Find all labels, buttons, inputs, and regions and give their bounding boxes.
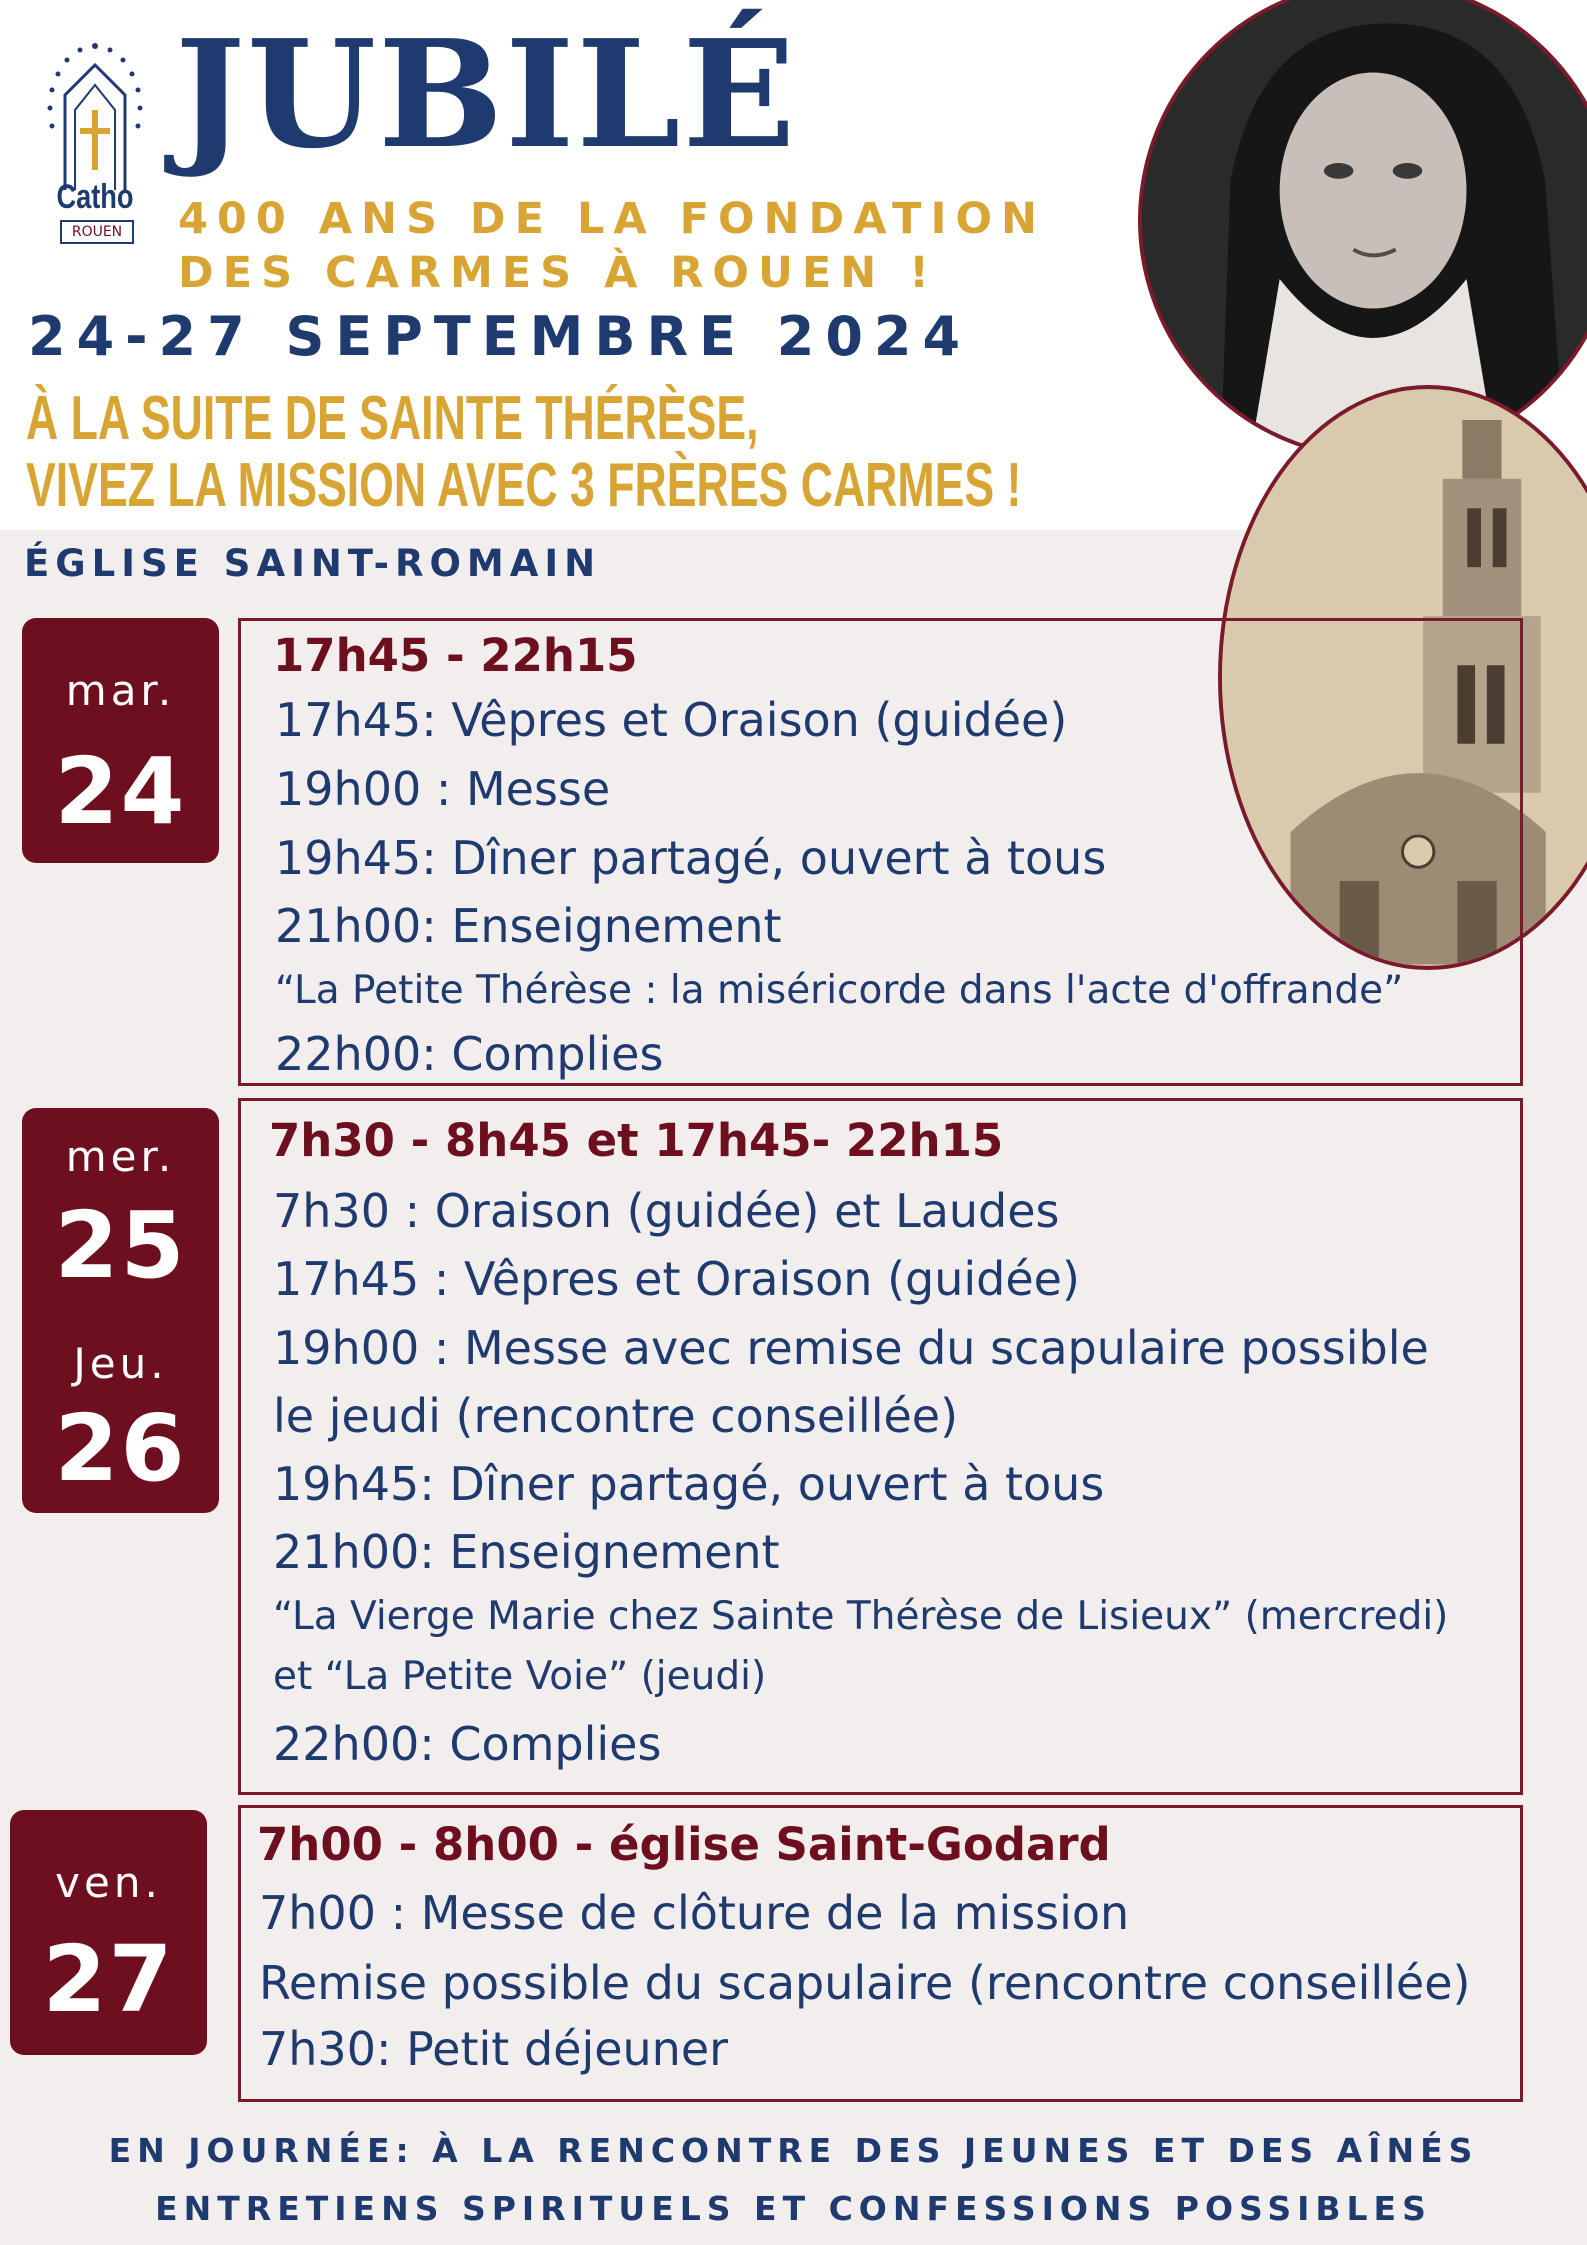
schedule-box-tuesday — [238, 618, 1523, 1086]
time-range: 7h00 - 8h00 - église Saint-Godard — [257, 1818, 1111, 1871]
logo-text: Catho — [56, 178, 134, 216]
subtitle-line-2: DES CARMES À ROUEN ! — [178, 248, 938, 298]
footer-line-2: ENTRETIENS SPIRITUELS ET CONFESSIONS POSSIBLES — [155, 2189, 1432, 2228]
schedule-item: le jeudi (rencontre conseillée) — [273, 1389, 959, 1443]
catho-rouen-logo — [40, 40, 150, 255]
schedule-item: 7h30 : Oraison (guidée) et Laudes — [273, 1184, 1060, 1238]
schedule-quote: “La Vierge Marie chez Sainte Thérèse de Lisieux” (mercredi) — [273, 1594, 1449, 1639]
day-badge-friday — [10, 1810, 207, 2055]
schedule-item: 19h00 : Messe avec remise du scapulaire possible — [273, 1321, 1429, 1375]
schedule-item: 17h45: Vêpres et Oraison (guidée) — [275, 693, 1068, 747]
day-badge-wednesday-thursday — [22, 1108, 219, 1513]
schedule-item: 21h00: Enseignement — [275, 899, 782, 953]
schedule-box-wednesday-thursday — [238, 1098, 1523, 1795]
day-number: 25 — [54, 1192, 187, 1299]
schedule-item: 17h45 : Vêpres et Oraison (guidée) — [273, 1252, 1080, 1306]
schedule-quote: “La Petite Thérèse : la miséricorde dans l'acte d'offrande” — [275, 968, 1404, 1013]
tagline-line-1: À LA SUITE DE SAINTE THÉRÈSE, — [26, 384, 759, 453]
schedule-item: 7h30: Petit déjeuner — [259, 2022, 729, 2076]
time-range: 17h45 - 22h15 — [273, 629, 638, 682]
day-number: 26 — [54, 1395, 187, 1502]
schedule-item: 19h00 : Messe — [275, 762, 611, 816]
schedule-item: Remise possible du scapulaire (rencontre conseillée) — [259, 1956, 1471, 2010]
schedule-item: 19h45: Dîner partagé, ouvert à tous — [275, 831, 1107, 885]
schedule-quote: et “La Petite Voie” (jeudi) — [273, 1654, 767, 1699]
subtitle-line-1: 400 ANS DE LA FONDATION — [178, 194, 1047, 244]
schedule-item: 19h45: Dîner partagé, ouvert à tous — [273, 1457, 1105, 1511]
tagline-line-2: VIVEZ LA MISSION AVEC 3 FRÈRES CARMES ! — [26, 451, 1022, 520]
schedule-item: 22h00: Complies — [275, 1027, 664, 1081]
day-badge-tuesday — [22, 618, 219, 863]
church-name: ÉGLISE SAINT-ROMAIN — [24, 542, 602, 585]
day-name: ven. — [55, 1858, 162, 1907]
logo-subtext: ROUEN — [60, 220, 134, 244]
page-title: JUBILÉ — [175, 7, 798, 181]
event-dates: 24-27 SEPTEMBRE 2024 — [28, 305, 972, 368]
schedule-item: 21h00: Enseignement — [273, 1525, 780, 1579]
footer-line-1: EN JOURNÉE: À LA RENCONTRE DES JEUNES ET DES AÎNÉS — [108, 2131, 1479, 2170]
schedule-item: 22h00: Complies — [273, 1717, 662, 1771]
schedule-box-friday — [238, 1805, 1523, 2102]
day-name: mar. — [65, 666, 176, 715]
schedule-item: 7h00 : Messe de clôture de la mission — [259, 1886, 1130, 1940]
day-name: Jeu. — [73, 1339, 168, 1388]
day-number: 24 — [54, 738, 187, 845]
day-name: mer. — [65, 1132, 176, 1181]
time-range: 7h30 - 8h45 et 17h45- 22h15 — [269, 1114, 1004, 1167]
day-number: 27 — [42, 1926, 175, 2033]
